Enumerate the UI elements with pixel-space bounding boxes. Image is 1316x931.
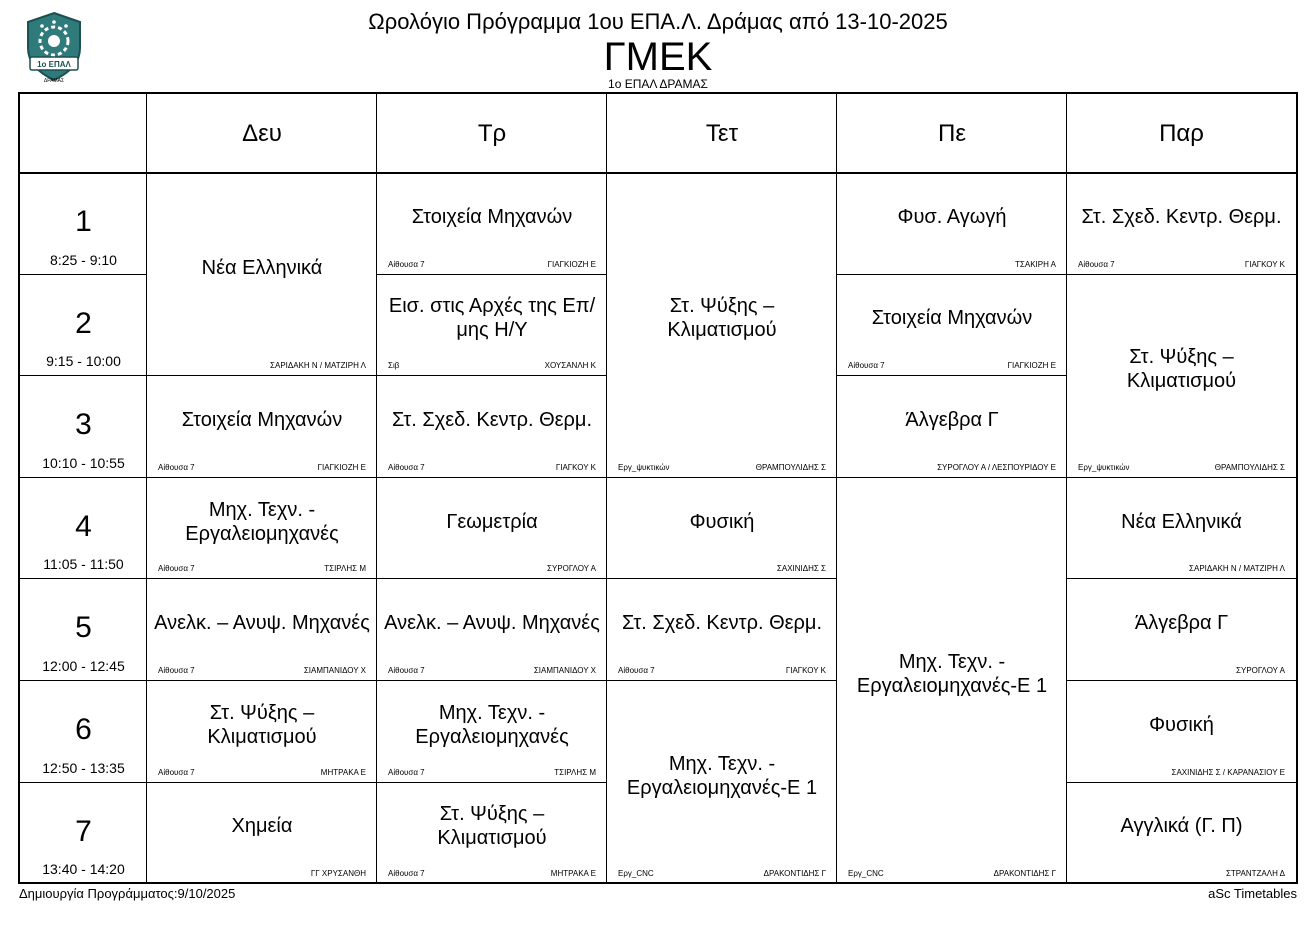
lesson-teacher: ΓΙΑΓΚΙΟΖΗ Ε [317, 462, 366, 472]
period-number: 5 [75, 611, 92, 645]
lesson-cell [607, 681, 837, 884]
lesson-subject: Στ. Ψύξης – Κλιματισμού [667, 295, 777, 342]
grid-line [147, 680, 377, 681]
lesson-subject: Ανελκ. – Ανυψ. Μηχανές [384, 612, 600, 635]
lesson-room: Αίθουσα 7 [388, 869, 425, 879]
lesson-room: Αίθουσα 7 [618, 665, 655, 675]
grid-line [147, 477, 377, 478]
grid-line [837, 375, 1067, 376]
lesson-cell [147, 783, 377, 885]
grid-line [20, 578, 147, 579]
lesson-teacher: ΣΙΑΜΠΑΝΙΔΟΥ Χ [533, 665, 596, 675]
day-header: Τρ [477, 119, 507, 147]
lesson-room: Αίθουσα 7 [388, 462, 425, 472]
day-header: Πε [937, 119, 967, 147]
lesson-teacher: ΔΡΑΚΟΝΤΙΔΗΣ Γ [993, 869, 1056, 879]
period-cell [20, 579, 147, 681]
lesson-subject: Στ. Ψύξης – Κλιματισμού [207, 701, 317, 748]
lesson-subject: Αγγλικά (Γ. Π) [1120, 815, 1243, 838]
lesson-subject: Μηχ. Τεχν. - Εργαλειομηχανές-Ε 1 [626, 752, 818, 799]
grid-line [607, 680, 837, 681]
class-name: ΓΜΕΚ [603, 35, 713, 79]
lesson-teacher: ΔΡΑΚΟΝΤΙΔΗΣ Γ [763, 869, 826, 879]
period-time: 9:15 - 10:00 [46, 353, 121, 370]
lesson-subject: Γεωμετρία [446, 510, 538, 533]
lesson-subject: Νέα Ελληνικά [201, 256, 323, 279]
lesson-room: Αίθουσα 7 [158, 665, 195, 675]
lesson-teacher: ΘΡΑΜΠΟΥΛΙΔΗΣ Σ [755, 462, 826, 472]
lesson-teacher: ΤΣΙΡΛΗΣ Μ [554, 767, 596, 777]
lesson-subject: Στοιχεία Μηχανών [871, 307, 1033, 330]
period-number: 2 [75, 306, 92, 340]
lesson-teacher: ΣΥΡΟΓΛΟΥ Α / ΛΕΣΠΟΥΡΙΔΟΥ Ε [937, 462, 1056, 472]
lesson-teacher: ΓΙΑΓΚΟΥ Κ [555, 462, 596, 472]
lesson-cell [147, 579, 377, 681]
lesson-teacher: ΜΗΤΡΑΚΑ Ε [550, 869, 596, 879]
lesson-cell [377, 681, 607, 783]
grid-line [20, 680, 147, 681]
lesson-subject: Χημεία [231, 815, 293, 838]
lesson-subject: Άλγεβρα Γ [1134, 612, 1229, 635]
lesson-cell [377, 579, 607, 681]
generator-credit: aSc Timetables [1208, 886, 1297, 901]
lesson-subject: Στ. Σχεδ. Κεντρ. Θερμ. [1081, 205, 1282, 228]
lesson-teacher: ΤΣΑΚΙΡΗ Α [1015, 259, 1056, 269]
lesson-teacher: ΣΑΧΙΝΙΔΗΣ Σ [776, 564, 826, 574]
lesson-cell [607, 478, 837, 580]
lesson-teacher: ΓΙΑΓΚΟΥ Κ [785, 665, 826, 675]
grid-line [837, 477, 1067, 478]
period-time: 10:10 - 10:55 [42, 454, 125, 471]
lesson-teacher: ΣΑΧΙΝΙΔΗΣ Σ / ΚΑΡΑΝΑΣΙΟΥ Ε [1171, 767, 1285, 777]
lesson-teacher: ΣΥΡΟΓΛΟΥ Α [547, 564, 596, 574]
grid-line [377, 274, 607, 275]
lesson-cell [1067, 275, 1296, 478]
grid-line [607, 578, 837, 579]
logo-text-top: 1ο ΕΠΑΛ [37, 60, 71, 69]
period-number: 6 [75, 713, 92, 746]
grid-line [20, 782, 147, 783]
lesson-cell [837, 478, 1067, 884]
lesson-subject: Στοιχεία Μηχανών [181, 408, 343, 431]
grid-line [1067, 578, 1296, 579]
lesson-teacher: ΧΟΥΣΑΝΛΗ Κ [544, 361, 596, 371]
grid-line [377, 477, 607, 478]
lesson-cell [1067, 783, 1296, 885]
page-title: Ωρολόγιο Πρόγραμμα 1ου ΕΠΑ.Λ. Δράμας από 13-10-2025 [368, 9, 948, 34]
lesson-cell [607, 173, 837, 478]
period-time: 12:00 - 12:45 [42, 657, 125, 674]
creation-date: Δημιουργία Προγράμματος:9/10/2025 [19, 886, 236, 901]
lesson-room: Αίθουσα 7 [158, 767, 195, 777]
lesson-subject: Στ. Ψύξης – Κλιματισμού [1126, 346, 1237, 393]
lesson-cell [1067, 478, 1296, 580]
lesson-subject: Στ. Ψύξης – Κλιματισμού [437, 803, 547, 850]
day-header: Παρ [1159, 119, 1204, 147]
lesson-teacher: ΣΑΡΙΔΑΚΗ Ν / ΜΑΤΖΙΡΗ Λ [1189, 564, 1285, 574]
lesson-cell [147, 376, 377, 478]
period-time: 11:05 - 11:50 [43, 556, 124, 573]
lesson-room: Αίθουσα 7 [158, 564, 195, 574]
day-header: Δευ [242, 119, 282, 147]
lesson-cell [837, 376, 1067, 478]
grid-line [1067, 680, 1296, 681]
timetable-grid [18, 92, 1298, 884]
period-time: 8:25 - 9:10 [50, 251, 117, 268]
lesson-teacher: ΘΡΑΜΠΟΥΛΙΔΗΣ Σ [1214, 462, 1285, 472]
lesson-teacher: ΣΤΡΑΝΤΖΑΛΗ Δ [1225, 869, 1285, 879]
grid-line [377, 375, 607, 376]
period-cell [20, 681, 147, 783]
lesson-cell [377, 275, 607, 377]
lesson-room: Εργ_CNC [848, 869, 884, 879]
lesson-subject: Ανελκ. – Ανυψ. Μηχανές [154, 612, 370, 635]
lesson-room: Αίθουσα 7 [158, 462, 195, 472]
grid-line [1067, 274, 1296, 275]
grid-line [20, 477, 147, 478]
grid-line [147, 782, 377, 783]
grid-line [377, 680, 607, 681]
lesson-room: Αίθουσα 7 [388, 665, 425, 675]
lesson-cell [147, 681, 377, 783]
grid-line [147, 375, 377, 376]
lesson-teacher: ΜΗΤΡΑΚΑ Ε [320, 767, 366, 777]
period-cell [20, 783, 147, 885]
period-number: 3 [75, 408, 92, 442]
period-cell [20, 275, 147, 377]
grid-line [837, 274, 1067, 275]
period-number: 4 [75, 509, 92, 543]
grid-line [1067, 477, 1296, 478]
lesson-cell [837, 173, 1067, 275]
period-number: 7 [75, 814, 92, 848]
lesson-teacher: ΣΙΑΜΠΑΝΙΔΟΥ Χ [303, 665, 366, 675]
lesson-teacher: ΓΙΑΓΚΟΥ Κ [1244, 259, 1285, 269]
period-time: 13:40 - 14:20 [42, 861, 125, 878]
lesson-room: Αίθουσα 7 [388, 259, 425, 269]
grid-line [377, 578, 607, 579]
grid-line [607, 477, 837, 478]
lesson-room: Αίθουσα 7 [848, 361, 885, 371]
lesson-cell [607, 579, 837, 681]
lesson-cell [1067, 173, 1296, 275]
lesson-subject: Μηχ. Τεχν. - Εργαλειομηχανές-Ε 1 [856, 650, 1048, 697]
period-number: 1 [75, 205, 92, 238]
lesson-teacher: ΤΣΙΡΛΗΣ Μ [324, 564, 366, 574]
lesson-cell [1067, 681, 1296, 783]
period-cell [20, 376, 147, 478]
grid-line [20, 375, 147, 376]
school-name: 1ο ΕΠΑΛ ΔΡΑΜΑΣ [608, 77, 708, 91]
grid-line [377, 782, 607, 783]
period-time: 12:50 - 13:35 [42, 759, 125, 776]
lesson-subject: Φυσ. Αγωγή [897, 205, 1007, 228]
lesson-teacher: ΓΓ ΧΡΥΣΑΝΘΗ [310, 869, 366, 879]
period-cell [20, 173, 147, 275]
grid-line [147, 578, 377, 579]
lesson-subject: Στ. Σχεδ. Κεντρ. Θερμ. [391, 408, 593, 431]
lesson-subject: Μηχ. Τεχν. - Εργαλειομηχανές [185, 498, 339, 545]
lesson-subject: Φυσική [689, 510, 755, 533]
lesson-subject: Άλγεβρα Γ [905, 408, 999, 431]
period-cell [20, 478, 147, 580]
lesson-subject: Εισ. στις Αρχές της Επ/μης Η/Υ [388, 295, 596, 342]
lesson-cell [1067, 579, 1296, 681]
lesson-room: Εργ_ψυκτικών [618, 462, 670, 472]
lesson-cell [377, 376, 607, 478]
lesson-cell [147, 173, 377, 376]
lesson-teacher: ΓΙΑΓΚΙΟΖΗ Ε [547, 259, 596, 269]
lesson-subject: Φυσική [1149, 713, 1214, 736]
lesson-subject: Μηχ. Τεχν. - Εργαλειομηχανές [415, 701, 569, 748]
logo-text-bottom: ΔΡΑΜΑΣ [43, 78, 65, 84]
lesson-cell [377, 478, 607, 580]
lesson-room: Εργ_CNC [618, 869, 654, 879]
lesson-cell [377, 783, 607, 885]
lesson-room: Αίθουσα 7 [1078, 259, 1115, 269]
lesson-cell [837, 275, 1067, 377]
lesson-room: Αίθουσα 7 [388, 767, 425, 777]
lesson-teacher: ΣΥΡΟΓΛΟΥ Α [1236, 665, 1285, 675]
lesson-subject: Στοιχεία Μηχανών [411, 205, 573, 228]
lesson-room: Εργ_ψυκτικών [1078, 462, 1130, 472]
lesson-cell [377, 173, 607, 275]
day-header: Τετ [705, 119, 739, 147]
lesson-subject: Στ. Σχεδ. Κεντρ. Θερμ. [621, 612, 823, 635]
grid-line [1067, 782, 1296, 783]
lesson-cell [147, 478, 377, 580]
grid-line [20, 274, 147, 275]
lesson-teacher: ΓΙΑΓΚΙΟΖΗ Ε [1007, 361, 1056, 371]
lesson-teacher: ΣΑΡΙΔΑΚΗ Ν / ΜΑΤΖΙΡΗ Λ [270, 361, 366, 371]
lesson-room: Σιβ [388, 361, 400, 371]
lesson-subject: Νέα Ελληνικά [1121, 510, 1242, 533]
